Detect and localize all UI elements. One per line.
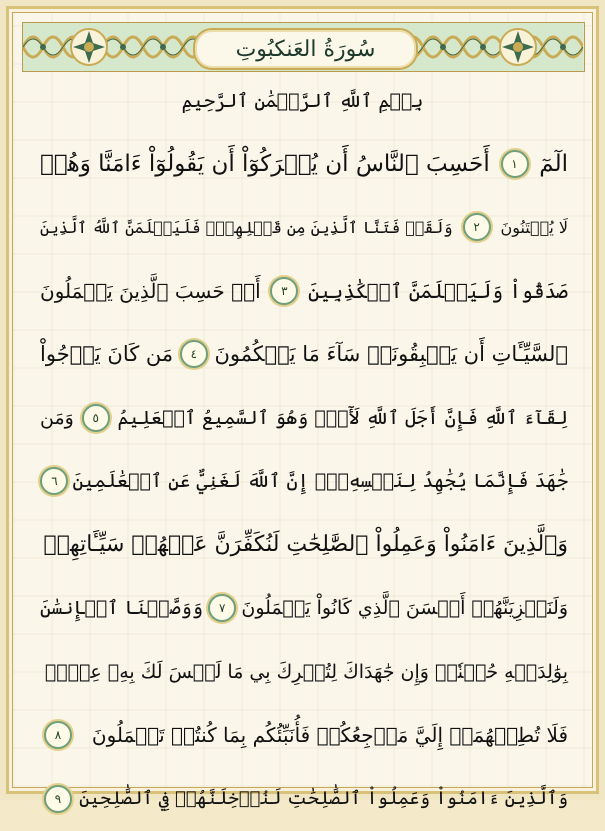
line-text: أَحَسِبَ ٱلنَّاسُ أَن يُتۡرَكُوٓاْ أَن يَقُولُوٓاْ ءَامَنَّا وَهُمۡ: [40, 150, 490, 177]
line-text: ٱلسَّيِّـَٔاتِ أَن يَسۡبِقُونَاۚ سَآءَ مَا يَحۡكُمُونَ: [214, 342, 568, 367]
ayah-number-marker: ٩: [44, 785, 72, 813]
line-text: أَمۡ حَسِبَ ٱلَّذِينَ يَعۡمَلُونَ: [40, 278, 261, 303]
line-text: لَا يُفۡتَنُونَ: [500, 217, 568, 237]
verse-line: [40, 767, 568, 831]
line-text: لِقَآءَ ٱللَّهِ فَإِنَّ أَجَلَ ٱللَّهِ لَأٓتٖۚ وَهُوَ ٱلسَّمِيعُ ٱلۡعَلِيمُ: [117, 406, 568, 429]
line-text: الٓمٓ: [539, 150, 568, 177]
line-text: وَمَن: [40, 406, 74, 429]
rosette-left-icon: [69, 27, 109, 67]
verses-block: [40, 132, 568, 831]
ayah-number-marker: ٥: [82, 404, 110, 432]
verse-line: [40, 323, 568, 387]
ayah-number-marker: ٣: [270, 277, 298, 305]
verse-line: [40, 577, 568, 641]
verse-line: [40, 704, 568, 768]
line-text: وَٱلَّذِينَ ءَامَنُواْ وَعَمِلُواْ ٱلصَّٰلِحَٰتِ لَنُدۡخِلَنَّهُمۡ فِي ٱلصَّٰلِحِينَ: [79, 788, 568, 810]
surah-title-cartouche: [193, 28, 418, 70]
ayah-number-marker: ٤: [180, 340, 208, 368]
line-text: وَٱلَّذِينَ ءَامَنُواْ وَعَمِلُواْ ٱلصَّٰلِحَٰتِ لَنُكَفِّرَنَّ عَنۡهُمۡ سَيِّـَٔاتِهِمۡ: [43, 532, 568, 558]
line-text: مَن كَانَ يَرۡجُواْ: [40, 342, 174, 367]
verse-line: [40, 132, 568, 196]
surah-header: [22, 22, 585, 72]
ayah-number-marker: ٨: [44, 721, 72, 749]
verse-line: [40, 513, 568, 577]
line-text: جَٰهَدَ فَإِنَّمَا يُجَٰهِدُ لِنَفۡسِهِۦٓۚ إِنَّ ٱللَّهَ لَغَنِيٌّ عَنِ ٱلۡعَٰلَمِينَ: [72, 470, 568, 493]
rosette-right-icon: [498, 27, 538, 67]
ayah-number-marker: ٧: [208, 594, 236, 622]
line-text: صَدَقُواْ وَلَيَعۡلَمَنَّ ٱلۡكَٰذِبِينَ: [308, 278, 568, 303]
ayah-number-marker: ٢: [463, 213, 491, 241]
basmala: بِسۡمِ ٱللَّهِ ٱلرَّحۡمَٰنِ ٱلرَّحِيمِ: [181, 90, 424, 112]
line-text: وَلَنَجۡزِيَنَّهُمۡ أَحۡسَنَ ٱلَّذِي كَانُواْ يَعۡمَلُونَ: [241, 597, 568, 620]
line-text: فَلَا تُطِعۡهُمَآۚ إِلَيَّ مَرۡجِعُكُمۡ فَأُنَبِّئُكُم بِمَا كُنتُمۡ تَعۡمَلُونَ: [91, 723, 568, 748]
ayah-number-marker: ٦: [40, 467, 68, 495]
line-text: وَلَقَدۡ فَتَنَّا ٱلَّذِينَ مِن قَبۡلِهِمۡۖ فَلَيَعۡلَمَنَّ ٱللَّهُ ٱلَّذِينَ: [40, 217, 453, 237]
verse-line: [40, 640, 568, 704]
line-text: وَوَصَّيۡنَا ٱلۡإِنسَٰنَ: [40, 597, 203, 620]
ayah-number-marker: ١: [501, 150, 529, 178]
verse-line: [40, 386, 568, 450]
verse-line: [40, 196, 568, 260]
verse-line: [40, 259, 568, 323]
surah-title: سُورَةُ العَنكبُوتِ: [235, 36, 376, 62]
line-text: بِوَٰلِدَيۡهِ حُسۡنٗاۖ وَإِن جَٰهَدَاكَ لِتُشۡرِكَ بِي مَا لَيۡسَ لَكَ بِهِۦ عِلۡمٞ: [44, 660, 568, 683]
verse-line: [40, 450, 568, 514]
